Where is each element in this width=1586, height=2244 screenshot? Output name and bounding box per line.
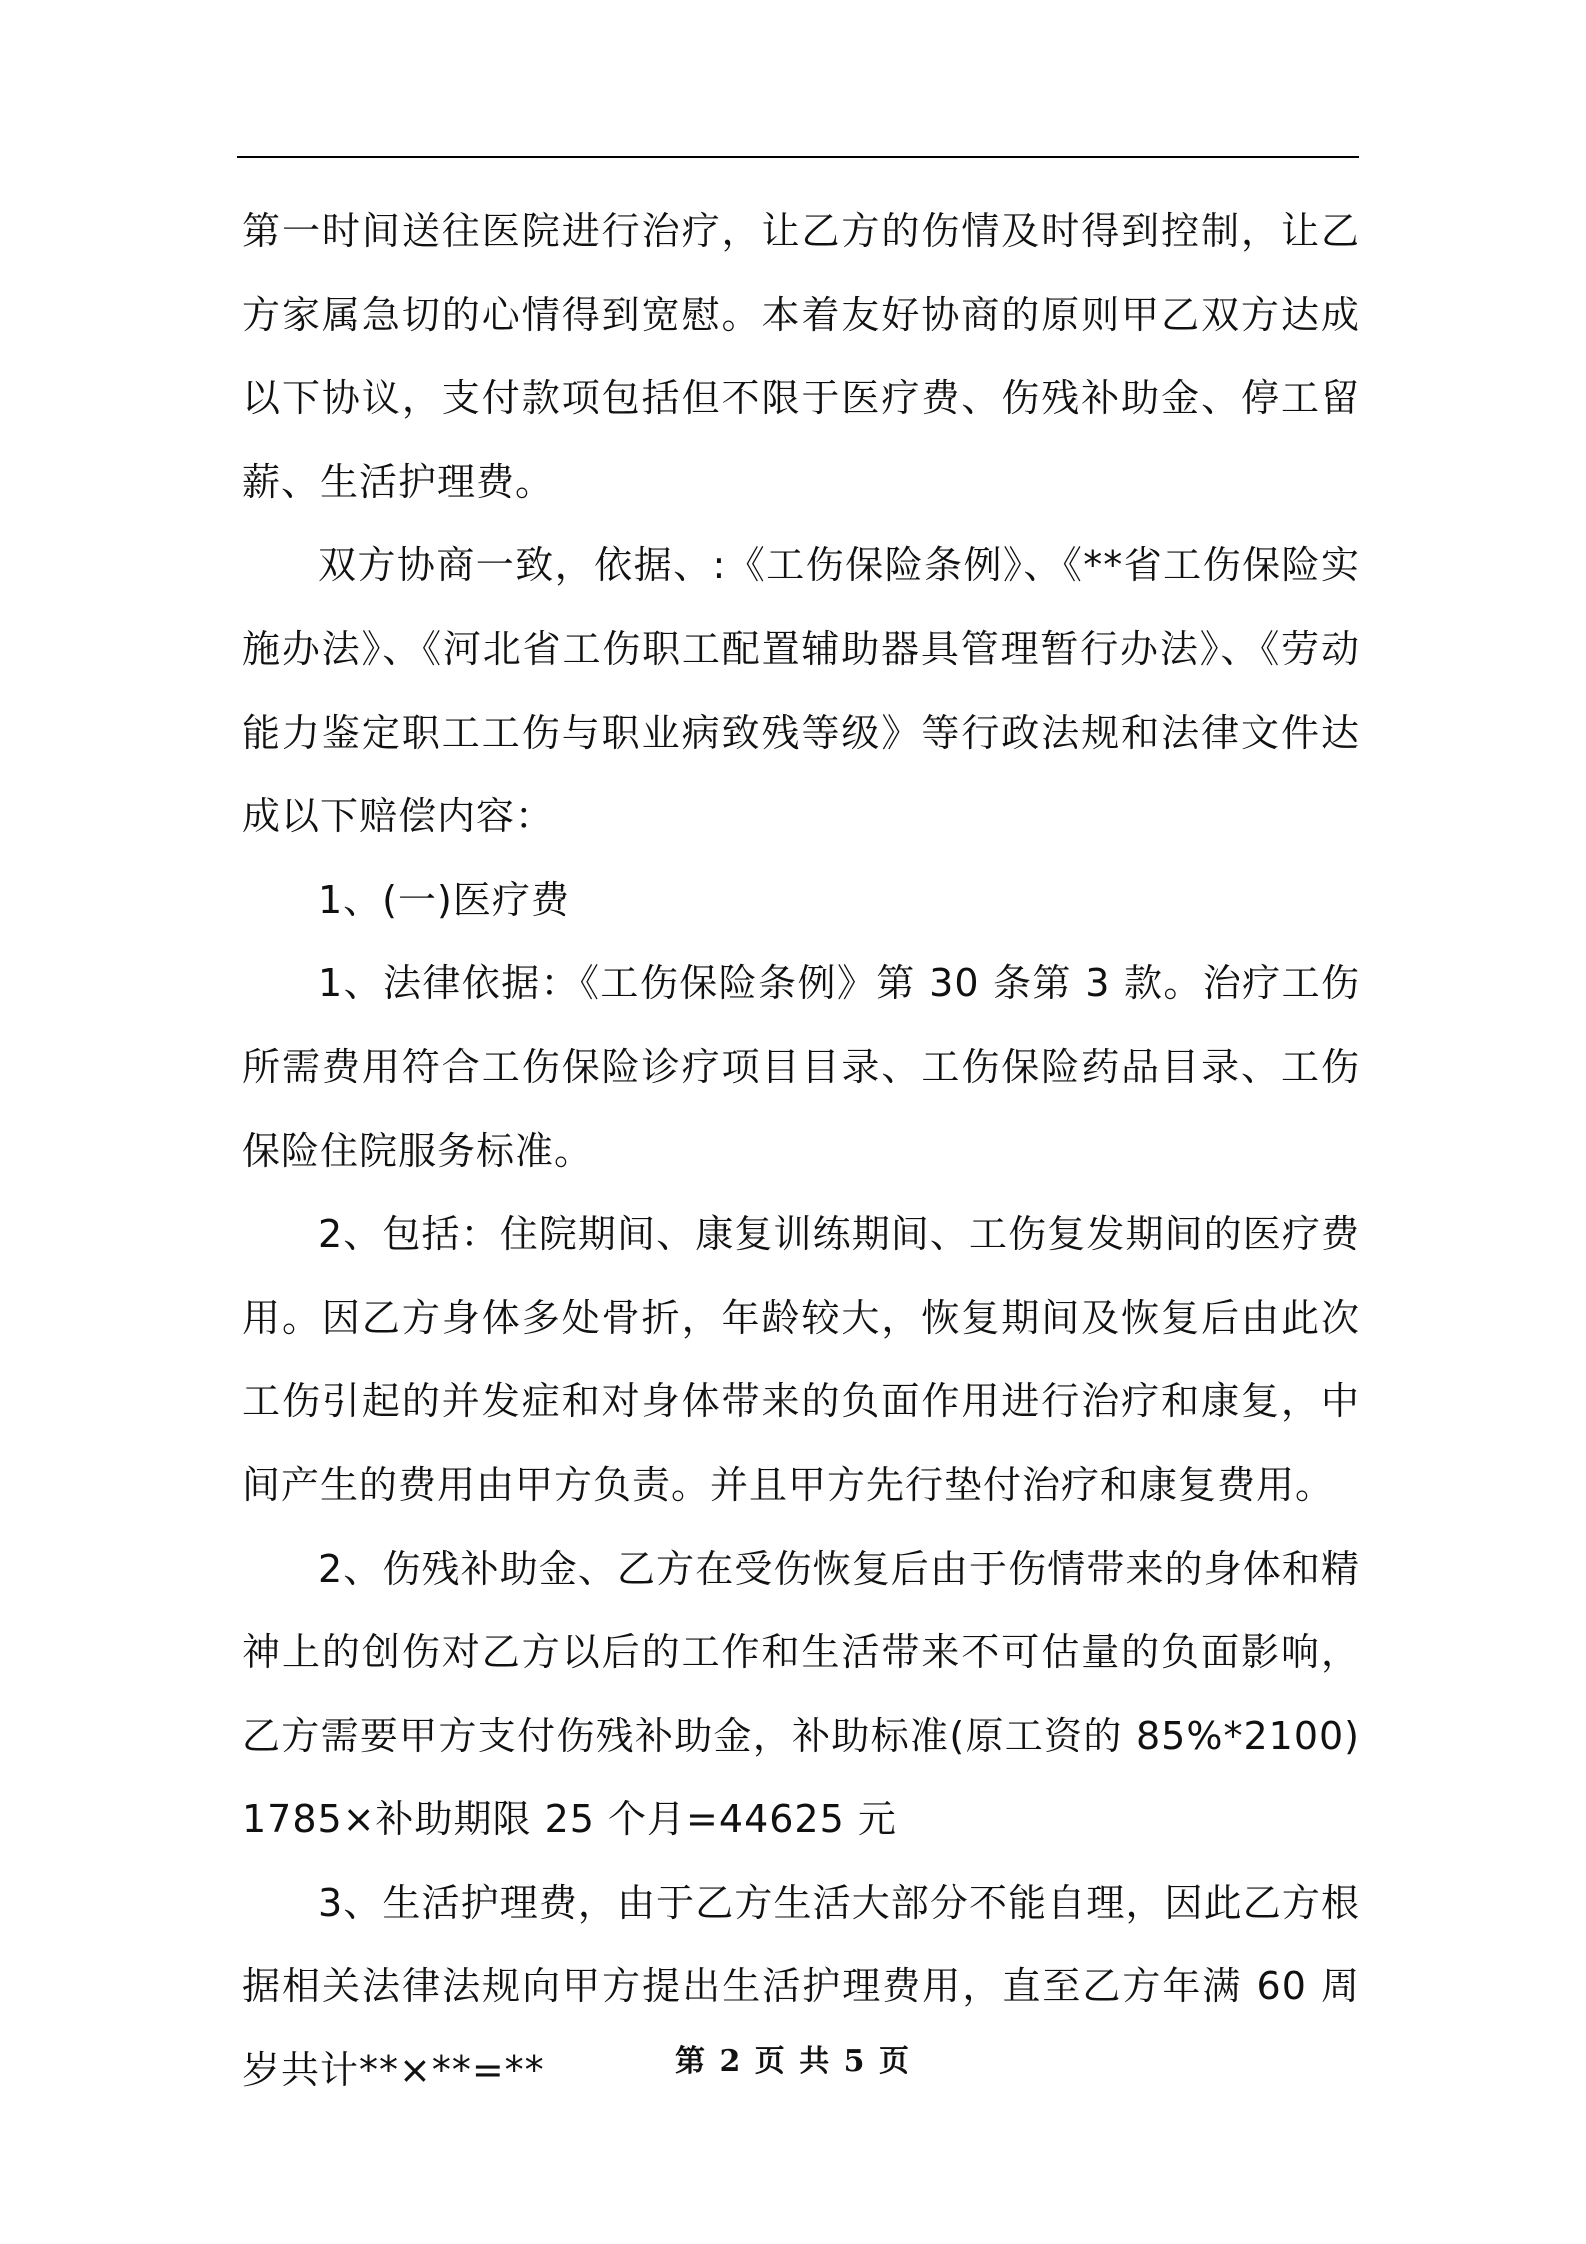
paragraph-3: 1、(一)医疗费 xyxy=(318,877,570,922)
paragraph-4: 1、法律依据：《工伤保险条例》第 30 条第 3 款。治疗工伤所需费用符合工伤保险诊疗项目目录、工伤保险药品目录、工伤保险住院服务标准。 xyxy=(242,961,1360,1173)
page-number: 第 2 页 共 5 页 xyxy=(675,2044,911,2079)
header-rule xyxy=(237,156,1359,158)
paragraph-6: 2、伤残补助金、乙方在受伤恢复后由于伤情带来的身体和精神上的创伤对乙方以后的工作和生活带来不可估量的负面影响，乙方需要甲方支付伤残补助金，补助标准(原工资的 85%*2100)1785×补助期限 25 个月=44625 元 xyxy=(242,1546,1360,1842)
document-body xyxy=(242,190,1360,2113)
paragraph-5: 2、包括：住院期间、康复训练期间、工伤复发期间的医疗费用。因乙方身体多处骨折，年龄较大，恢复期间及恢复后由此次工伤引起的并发症和对身体带来的负面作用进行治疗和康复，中间产生的费用由甲方负责。并且甲方先行垫付治疗和康复费用。 xyxy=(242,1212,1360,1507)
paragraph-2: 双方协商一致，依据、:《工伤保险条例》、《**省工伤保险实施办法》、《河北省工伤职工配置辅助器具管理暂行办法》、《劳动能力鉴定职工工伤与职业病致残等级》等行政法规和法律文件达成以下赔偿内容： xyxy=(242,543,1360,839)
paragraph-1: 第一时间送往医院进行治疗，让乙方的伤情及时得到控制，让乙方家属急切的心情得到宽慰。本着友好协商的原则甲乙双方达成以下协议，支付款项包括但不限于医疗费、伤残补助金、停工留薪、生活护理费。 xyxy=(242,209,1360,504)
paragraph-7: 3、生活护理费，由于乙方生活大部分不能自理，因此乙方根据相关法律法规向甲方提出生活护理费用，直至乙方年满 60 周岁共计**×**=** xyxy=(242,1880,1360,2093)
